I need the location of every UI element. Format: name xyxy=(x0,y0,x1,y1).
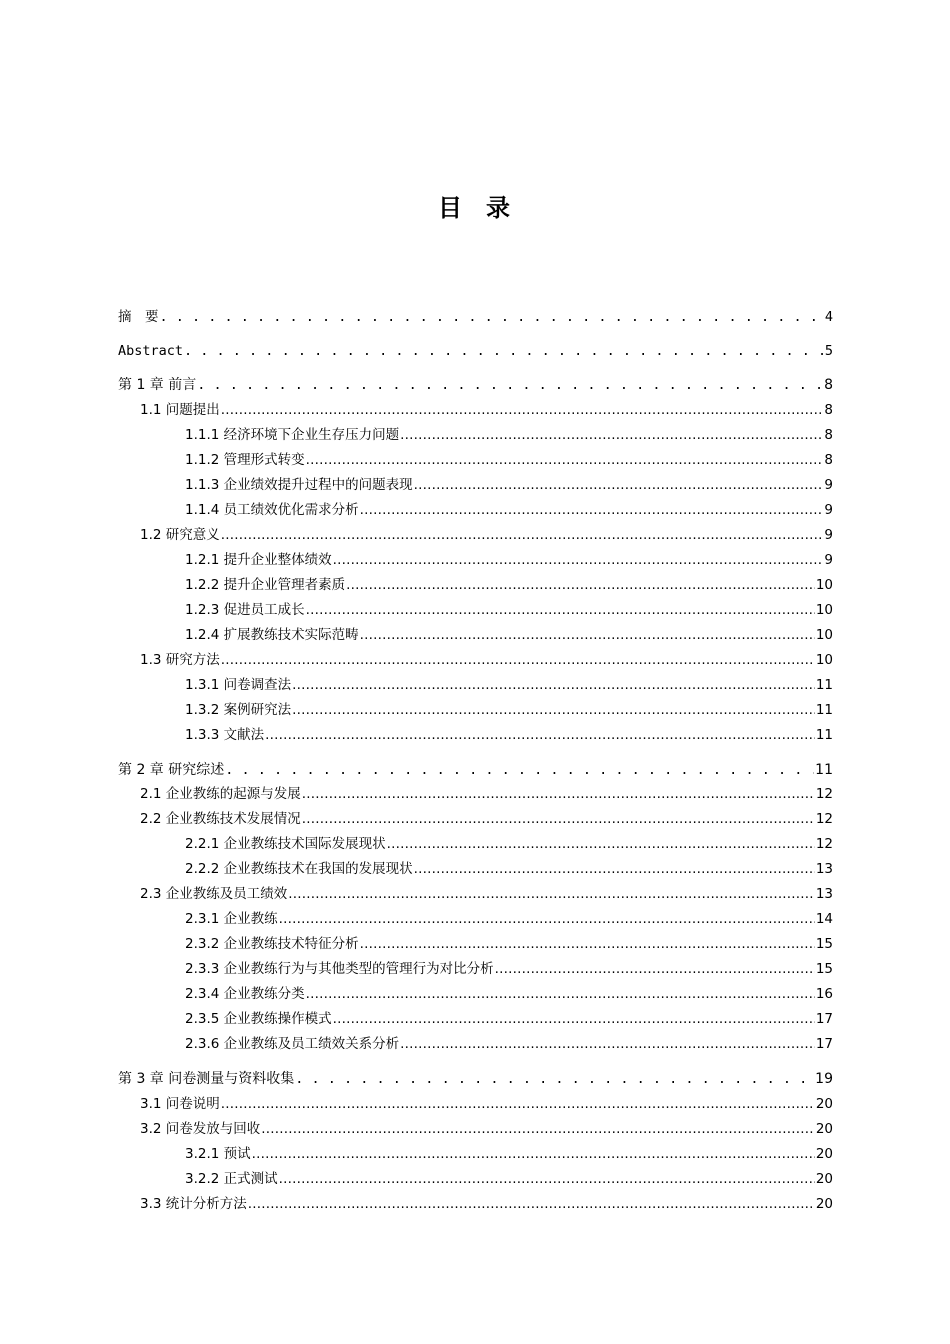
toc-page-number: 20 xyxy=(815,1195,833,1212)
toc-entry-chapter[interactable] xyxy=(118,1067,833,1089)
toc-leader xyxy=(248,1192,815,1214)
toc-label: 1.1.1 经济环境下企业生存压力问题 xyxy=(185,426,400,443)
toc-leader xyxy=(184,339,824,361)
toc-entry-subsection[interactable] xyxy=(185,857,833,879)
toc-page-number: 10 xyxy=(815,651,833,668)
toc-label: 1.3.1 问卷调查法 xyxy=(185,676,292,693)
toc-label: 3.1 问卷说明 xyxy=(140,1095,220,1112)
toc-page-number: 12 xyxy=(815,811,833,827)
toc-entry-subsection[interactable] xyxy=(185,1032,833,1054)
toc-entry-section[interactable] xyxy=(140,882,833,904)
toc-leader xyxy=(414,473,824,495)
toc-entry-abstract-en[interactable] xyxy=(118,339,833,361)
toc-entry-subsection[interactable] xyxy=(185,498,833,520)
toc-entry-subsection[interactable] xyxy=(185,1007,833,1029)
toc-leader xyxy=(265,723,815,745)
toc-leader xyxy=(306,982,815,1004)
toc-entry-subsection[interactable] xyxy=(185,623,833,645)
toc-entry-section[interactable] xyxy=(140,782,833,804)
toc-page-number: 10 xyxy=(815,576,833,593)
toc-leader xyxy=(261,1117,815,1139)
toc-leader xyxy=(252,1142,815,1164)
toc-page-number: 9 xyxy=(824,526,833,543)
toc-label: 3.3 统计分析方法 xyxy=(140,1195,247,1212)
toc-label: 2.3.4 企业教练分类 xyxy=(185,986,305,1002)
toc-label: 1.3 研究方法 xyxy=(140,651,220,668)
toc-page-number: 19 xyxy=(815,1071,833,1087)
toc-label: 2.3.6 企业教练及员工绩效关系分析 xyxy=(185,1036,400,1052)
toc-page-number: 8 xyxy=(824,426,833,443)
toc-label: 1.2.2 提升企业管理者素质 xyxy=(185,576,346,593)
toc-page-number: 12 xyxy=(815,786,833,802)
toc-leader xyxy=(292,698,815,720)
toc-page-number: 20 xyxy=(815,1095,833,1112)
toc-leader xyxy=(495,957,815,979)
toc-entry-abstract-cn[interactable] xyxy=(118,305,833,327)
toc-entry-subsection[interactable] xyxy=(185,723,833,745)
toc-entry-subsection[interactable] xyxy=(185,548,833,570)
toc-leader xyxy=(414,857,815,879)
toc-entry-subsection[interactable] xyxy=(185,598,833,620)
toc-entry-subsection[interactable] xyxy=(185,932,833,954)
toc-label: 第 1 章 前言 xyxy=(118,377,197,393)
toc-label: 2.3.5 企业教练操作模式 xyxy=(185,1011,332,1027)
toc-page-number: 14 xyxy=(815,911,833,927)
toc-entry-section[interactable] xyxy=(140,1117,833,1139)
toc-entry-subsection[interactable] xyxy=(185,1167,833,1189)
toc-label: 3.2.2 正式测试 xyxy=(185,1170,278,1187)
toc-label: 2.2 企业教练技术发展情况 xyxy=(140,811,301,827)
toc-label: 3.2 问卷发放与回收 xyxy=(140,1120,261,1137)
toc-label: 第 2 章 研究综述 xyxy=(118,761,225,778)
toc-label: 2.2.1 企业教练技术国际发展现状 xyxy=(185,836,386,852)
toc-entry-subsection[interactable] xyxy=(185,423,833,445)
toc-leader xyxy=(306,598,815,620)
toc-entry-subsection[interactable] xyxy=(185,448,833,470)
toc-label: 2.3.1 企业教练 xyxy=(185,911,278,927)
toc-entry-subsection[interactable] xyxy=(185,473,833,495)
toc-page-number: 20 xyxy=(815,1170,833,1187)
toc-page-number: 16 xyxy=(815,986,833,1002)
toc-page-number: 15 xyxy=(815,961,833,977)
toc-page-number: 9 xyxy=(824,551,833,568)
toc-leader xyxy=(360,623,815,645)
toc-label: 3.2.1 预试 xyxy=(185,1145,251,1162)
toc-leader xyxy=(400,423,823,445)
toc-label: 1.3.3 文献法 xyxy=(185,726,265,743)
toc-page-number: 11 xyxy=(815,726,833,743)
toc-page-number: 13 xyxy=(815,886,833,902)
toc-label: 2.3.3 企业教练行为与其他类型的管理行为对比分析 xyxy=(185,961,494,977)
toc-leader xyxy=(346,573,815,595)
toc-leader xyxy=(221,398,824,420)
toc-page-number: 11 xyxy=(815,676,833,693)
toc-label: 1.1.2 管理形式转变 xyxy=(185,451,305,468)
toc-entry-section[interactable] xyxy=(140,523,833,545)
toc-leader xyxy=(302,807,815,829)
toc-leader xyxy=(292,673,815,695)
toc-label: 摘 要 xyxy=(118,309,159,325)
toc-entry-subsection[interactable] xyxy=(185,573,833,595)
title-char-1: 目 xyxy=(438,194,464,222)
toc-leader xyxy=(288,882,815,904)
toc-page-number: 9 xyxy=(824,476,833,493)
toc-leader xyxy=(221,648,815,670)
toc-leader xyxy=(302,782,815,804)
toc-entry-chapter[interactable] xyxy=(118,758,833,780)
toc-page-number: 17 xyxy=(815,1036,833,1052)
toc-page-number: 20 xyxy=(815,1145,833,1162)
toc-entry-subsection[interactable] xyxy=(185,982,833,1004)
toc-label: 2.1 企业教练的起源与发展 xyxy=(140,786,301,802)
toc-entry-subsection[interactable] xyxy=(185,673,833,695)
toc-entry-subsection[interactable] xyxy=(185,698,833,720)
toc-leader xyxy=(360,498,824,520)
toc-leader xyxy=(387,832,815,854)
toc-page-number: 8 xyxy=(824,377,833,393)
toc-label: 2.3.2 企业教练技术特征分析 xyxy=(185,936,359,952)
toc-entry-section[interactable] xyxy=(140,1092,833,1114)
toc-page-number: 11 xyxy=(815,701,833,718)
toc-entry-section[interactable] xyxy=(140,807,833,829)
toc-leader xyxy=(225,758,814,780)
toc-entry-subsection[interactable] xyxy=(185,832,833,854)
toc-page-number: 13 xyxy=(815,861,833,877)
title-char-2: 录 xyxy=(486,194,512,222)
toc-label: 1.3.2 案例研究法 xyxy=(185,701,292,718)
toc-page-number: 11 xyxy=(815,761,833,778)
toc-page-number: 9 xyxy=(824,501,833,518)
toc-entry-section[interactable] xyxy=(140,648,833,670)
toc-page-number: 17 xyxy=(815,1011,833,1027)
toc-label: 1.1 问题提出 xyxy=(140,401,220,418)
toc-page-number: 10 xyxy=(815,601,833,618)
toc-label: 1.1.3 企业绩效提升过程中的问题表现 xyxy=(185,476,413,493)
toc-page-number: 8 xyxy=(824,401,833,418)
toc-page-number: 5 xyxy=(824,343,833,359)
toc-page-number: 12 xyxy=(815,836,833,852)
toc-leader xyxy=(221,1092,815,1114)
toc-label: 1.1.4 员工绩效优化需求分析 xyxy=(185,501,359,518)
toc-page-number: 15 xyxy=(815,936,833,952)
toc-page-number: 20 xyxy=(815,1120,833,1137)
toc-entry-section[interactable] xyxy=(140,398,833,420)
toc-page-number: 10 xyxy=(815,626,833,643)
toc-leader xyxy=(306,448,824,470)
toc-entry-subsection[interactable] xyxy=(185,957,833,979)
toc-label: 1.2.4 扩展教练技术实际范畴 xyxy=(185,626,359,643)
toc-page-number: 4 xyxy=(824,309,833,325)
toc-label: 1.2.1 提升企业整体绩效 xyxy=(185,551,332,568)
toc-entry-section[interactable] xyxy=(140,1192,833,1214)
toc-leader xyxy=(295,1067,814,1089)
toc-entry-subsection[interactable] xyxy=(185,907,833,929)
toc-label: 2.2.2 企业教练技术在我国的发展现状 xyxy=(185,861,413,877)
toc-page-number: 8 xyxy=(824,451,833,468)
toc-leader xyxy=(279,907,815,929)
toc-label: Abstract xyxy=(118,343,184,359)
toc-leader xyxy=(221,523,824,545)
toc-leader xyxy=(333,1007,815,1029)
toc-label: 第 3 章 问卷测量与资料收集 xyxy=(118,1071,295,1087)
toc-leader xyxy=(279,1167,815,1189)
toc-label: 2.3 企业教练及员工绩效 xyxy=(140,886,288,902)
page-title xyxy=(0,188,950,223)
toc-leader xyxy=(360,932,815,954)
toc-label: 1.2 研究意义 xyxy=(140,526,220,543)
toc-label: 1.2.3 促进员工成长 xyxy=(185,601,305,618)
toc-entry-subsection[interactable] xyxy=(185,1142,833,1164)
toc-leader xyxy=(333,548,824,570)
toc-leader xyxy=(197,373,823,395)
toc-entry-chapter[interactable] xyxy=(118,373,833,395)
toc-leader xyxy=(160,305,824,327)
toc-leader xyxy=(400,1032,815,1054)
